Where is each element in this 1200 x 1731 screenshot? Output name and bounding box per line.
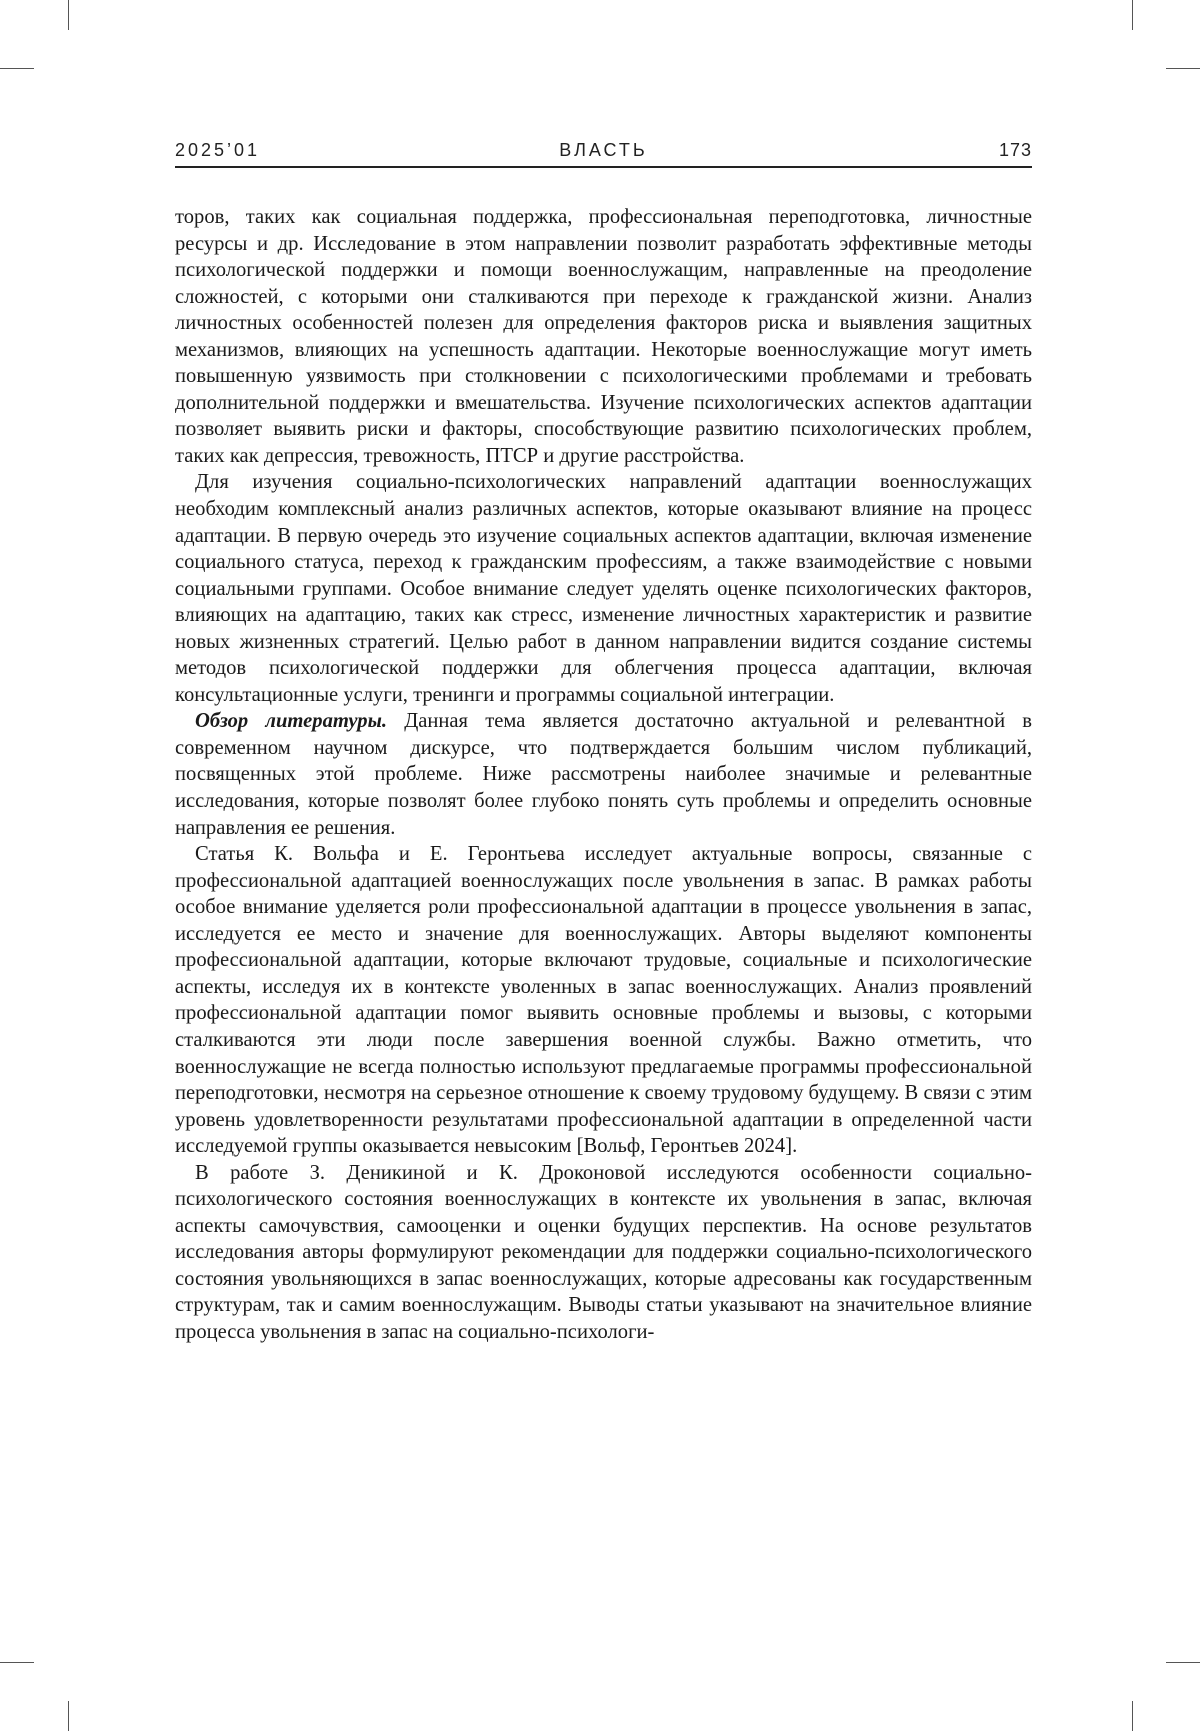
crop-mark-top-left	[68, 0, 69, 30]
crop-mark-bottom-right-h	[1166, 1662, 1200, 1663]
paragraph	[175, 204, 1032, 469]
issue-number: 2025’01	[175, 140, 260, 161]
crop-mark-top-left-h	[0, 68, 34, 69]
page-number: 173	[999, 140, 1032, 161]
crop-mark-bottom-left	[68, 1701, 69, 1731]
paragraph-text: Данная тема является достаточно актуальной и релевантной в современном научном дискурсе, что подтверждается большим числом публикаций, посвященных этой проблеме. Ниже рассмотрены наиболее значимые и релевантные исследования, которые позволят более глубоко понять суть проблемы и определить основные направления ее решения.	[175, 710, 1032, 838]
crop-mark-top-right-h	[1166, 68, 1200, 69]
section-lead-heading: Обзор литературы.	[195, 710, 404, 732]
article-body	[175, 204, 1032, 1346]
paragraph-text: В работе З. Деникиной и К. Дроконовой исследуются особенности социально-психологического состояния военнослужащих в контексте их увольнения в запас, включая аспекты самочувствия, самооценки и оценки будущих перспектив. На основе результатов исследования авторы формулируют рекомендации для поддержки социально-психологического состояния увольняющихся в запас военнослужащих, которые адресованы как государственным структурам, так и самим военнослужащим. Выводы статьи указывают на значительное влияние процесса увольнения в запас на социально-психологи-	[175, 1162, 1032, 1343]
crop-mark-bottom-right	[1132, 1701, 1133, 1731]
journal-title: ВЛАСТЬ	[175, 140, 1032, 161]
running-head	[175, 140, 1032, 168]
crop-mark-top-right	[1132, 0, 1133, 30]
crop-mark-bottom-left-h	[0, 1662, 34, 1663]
paragraph-text: Для изучения социально-психологических направлений адаптации военнослужащих необходим комплексный анализ различных аспектов, которые оказывают влияние на процесс адаптации. В первую очередь это изучение социальных аспектов адаптации, включая изменение социального статуса, переход к гражданским профессиям, а также взаимодействие с новыми социальными группами. Особое внимание следует уделять оценке психологических факторов, влияющих на адаптацию, таких как стресс, изменение личностных характеристик и развитие новых жизненных стратегий. Целью работ в данном направлении видится создание системы методов психологической поддержки для облегчения процесса адаптации, включая консультационные услуги, тренинги и программы социальной интеграции.	[175, 471, 1032, 705]
paragraph-text: Статья К. Вольфа и Е. Геронтьева исследует актуальные вопросы, связанные с профессиональной адаптацией военнослужащих после увольнения в запас. В рамках работы особое внимание уделяется роли профессиональной адаптации в процессе увольнения в запас, исследуется ее место и значение для военнослужащих. Авторы выделяют компоненты профессиональной адаптации, которые включают трудовые, социальные и психологические аспекты, исследуя их в контексте уволенных в запас военнослужащих. Анализ проявлений профессиональной адаптации помог выявить основные проблемы и вызовы, с которыми сталкиваются эти люди после завершения военной службы. Важно отметить, что военнослужащие не всегда полностью используют предлагаемые программы профессиональной переподготовки, несмотря на серьезное отношение к своему трудовому будущему. В связи с этим уровень удовлетворенности результатами профессиональной адаптации в определенной части исследуемой группы оказывается невысоким [Вольф, Геронтьев 2024].	[175, 843, 1032, 1157]
paragraph	[175, 841, 1032, 1160]
paragraph-text: торов, таких как социальная поддержка, профессиональная переподготовка, личностные ресурсы и др. Исследование в этом направлении позволит разработать эффективные методы психологической поддержки и помощи военнослужащим, направленные на преодоление сложностей, с которыми они сталкиваются при переходе к гражданской жизни. Анализ личностных особенностей полезен для определения факторов риска и выявления защитных механизмов, влияющих на успешность адаптации. Некоторые военнослужащие могут иметь повышенную уязвимость при столкновении с психологическими проблемами и требовать дополнительной поддержки и вмешательства. Изучение психологических аспектов адаптации позволяет выявить риски и факторы, способствующие развитию психологических проблем, таких как депрессия, тревожность, ПТСР и другие расстройства.	[175, 206, 1032, 467]
paragraph	[175, 708, 1032, 841]
paragraph	[175, 469, 1032, 708]
paragraph	[175, 1160, 1032, 1346]
